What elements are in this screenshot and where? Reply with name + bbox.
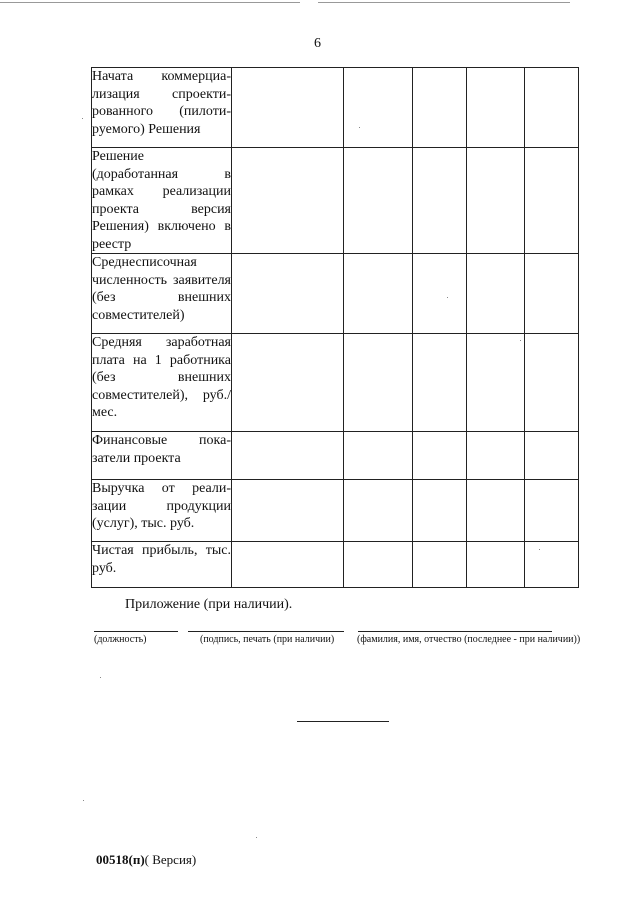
table-cell xyxy=(467,480,525,542)
appendix-note: Приложение (при наличии). xyxy=(125,597,293,612)
table-row xyxy=(92,68,579,148)
table-cell xyxy=(525,68,579,148)
table-cell xyxy=(413,68,467,148)
top-edge-rule-right xyxy=(318,2,570,3)
table-cell xyxy=(232,480,344,542)
table-cell xyxy=(525,148,579,254)
table-cell xyxy=(232,148,344,254)
row-label: Среднесписочная численность заявителя (без внешних совместителей) xyxy=(92,254,232,334)
scan-speck xyxy=(539,549,540,550)
table-cell xyxy=(413,254,467,334)
scan-speck xyxy=(447,297,448,298)
table-cell xyxy=(344,432,413,480)
table-row xyxy=(92,480,579,542)
table-cell xyxy=(525,254,579,334)
row-label: Выручка от реализации продукции (услуг), тыс. руб. xyxy=(92,480,232,542)
page-number: 6 xyxy=(314,36,321,51)
top-edge-rule xyxy=(0,2,300,3)
table-cell xyxy=(413,432,467,480)
table-cell xyxy=(344,68,413,148)
table-cell xyxy=(467,254,525,334)
row-label: Средняя заработная плата на 1 работника (без внешних совместителей), руб./мес. xyxy=(92,334,232,432)
row-label: Чистая прибыль, тыс. руб. xyxy=(92,542,232,588)
form-number: 00518(п) xyxy=(96,852,145,867)
indicators-table xyxy=(91,67,579,588)
row-label: Решение (доработанная в рамках реализации проекта версия Решения) включено в реестр xyxy=(92,149,231,252)
table-cell xyxy=(413,148,467,254)
table-row xyxy=(92,148,579,254)
table-cell xyxy=(344,480,413,542)
table-cell xyxy=(232,68,344,148)
full-name-line xyxy=(358,631,552,632)
scan-speck xyxy=(82,118,83,119)
table-cell xyxy=(467,68,525,148)
signature-line xyxy=(188,631,344,632)
position-line xyxy=(94,631,178,632)
table-cell xyxy=(525,334,579,432)
table-cell xyxy=(344,542,413,588)
table-row xyxy=(92,432,579,480)
table-cell xyxy=(525,480,579,542)
row-label: Начата коммерциализация спроектированного (пилотируемого) Решения xyxy=(92,68,232,148)
signature-caption: (подпись, печать (при наличии) xyxy=(200,634,335,645)
table-cell xyxy=(413,334,467,432)
position-caption: (должность) xyxy=(94,634,147,645)
table-cell xyxy=(413,542,467,588)
scan-speck xyxy=(100,677,101,678)
row-label: Финансовые показатели проекта xyxy=(92,432,232,480)
document-code xyxy=(96,852,196,868)
table-cell xyxy=(467,432,525,480)
closing-rule xyxy=(297,721,389,722)
version-label: ( Версия) xyxy=(144,852,197,867)
scan-speck xyxy=(359,127,360,128)
table-cell xyxy=(467,334,525,432)
table-cell xyxy=(525,432,579,480)
scan-speck xyxy=(83,800,84,801)
scan-speck xyxy=(520,340,521,341)
table-row xyxy=(92,334,579,432)
table-cell xyxy=(525,542,579,588)
table-cell xyxy=(232,334,344,432)
scan-speck xyxy=(256,837,257,838)
table-cell xyxy=(232,432,344,480)
table-row xyxy=(92,542,579,588)
table-cell xyxy=(344,254,413,334)
table-cell xyxy=(413,480,467,542)
table-row xyxy=(92,254,579,334)
table-cell xyxy=(467,148,525,254)
table-cell xyxy=(232,254,344,334)
table-cell xyxy=(232,542,344,588)
table-cell xyxy=(344,148,413,254)
table-cell xyxy=(467,542,525,588)
table-cell xyxy=(344,334,413,432)
full-name-caption: (фамилия, имя, отчество (последнее - при наличии)) xyxy=(357,634,581,645)
